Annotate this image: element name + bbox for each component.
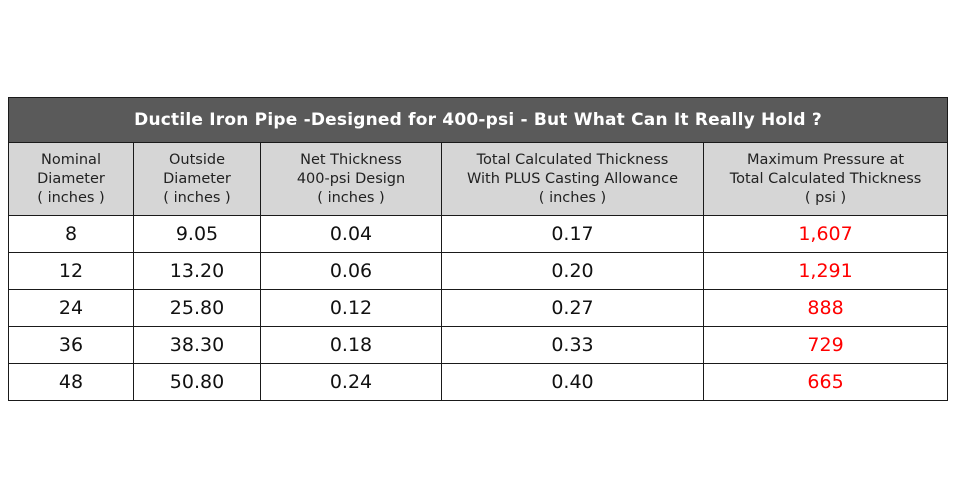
cell-net-thickness: 0.12 <box>261 290 442 327</box>
cell-nominal-diameter: 12 <box>9 253 134 290</box>
cell-nominal-diameter: 8 <box>9 216 134 253</box>
cell-maximum-pressure: 665 <box>704 364 948 401</box>
cell-net-thickness: 0.24 <box>261 364 442 401</box>
header-total-thickness <box>442 143 704 216</box>
cell-nominal-diameter: 24 <box>9 290 134 327</box>
header-line: With PLUS Casting Allowance <box>466 170 678 187</box>
cell-total-thickness: 0.33 <box>442 327 704 364</box>
cell-net-thickness: 0.18 <box>261 327 442 364</box>
cell-outside-diameter: 50.80 <box>134 364 261 401</box>
cell-outside-diameter: 13.20 <box>134 253 261 290</box>
table-row <box>9 216 948 253</box>
cell-nominal-diameter: 48 <box>9 364 134 401</box>
table-row <box>9 364 948 401</box>
header-line: Total Calculated Thickness <box>476 151 669 168</box>
table-title: Ductile Iron Pipe -Designed for 400-psi - But What Can It Really Hold ? <box>9 98 948 143</box>
header-line: ( inches ) <box>538 189 607 206</box>
table-row <box>9 253 948 290</box>
header-line: Diameter <box>163 170 231 187</box>
header-net-thickness <box>261 143 442 216</box>
cell-maximum-pressure: 1,291 <box>704 253 948 290</box>
header-nominal-diameter <box>9 143 134 216</box>
cell-maximum-pressure: 888 <box>704 290 948 327</box>
header-row <box>9 143 948 216</box>
pipe-pressure-table <box>8 97 948 401</box>
table-row <box>9 327 948 364</box>
header-line: ( psi ) <box>804 189 847 206</box>
header-line: ( inches ) <box>37 189 105 206</box>
cell-maximum-pressure: 1,607 <box>704 216 948 253</box>
cell-outside-diameter: 25.80 <box>134 290 261 327</box>
header-line: Nominal <box>41 151 101 168</box>
title-row <box>9 98 948 143</box>
cell-outside-diameter: 38.30 <box>134 327 261 364</box>
table-row <box>9 290 948 327</box>
cell-maximum-pressure: 729 <box>704 327 948 364</box>
cell-net-thickness: 0.04 <box>261 216 442 253</box>
cell-total-thickness: 0.27 <box>442 290 704 327</box>
header-maximum-pressure <box>704 143 948 216</box>
header-line: Total Calculated Thickness <box>729 170 922 187</box>
header-outside-diameter <box>134 143 261 216</box>
header-line: Diameter <box>37 170 105 187</box>
cell-net-thickness: 0.06 <box>261 253 442 290</box>
header-line: Outside <box>169 151 225 168</box>
header-line: Net Thickness <box>300 151 402 168</box>
cell-nominal-diameter: 36 <box>9 327 134 364</box>
header-line: ( inches ) <box>163 189 231 206</box>
header-line: 400-psi Design <box>296 170 406 187</box>
header-line: Maximum Pressure at <box>746 151 905 168</box>
cell-total-thickness: 0.20 <box>442 253 704 290</box>
header-line: ( inches ) <box>317 189 385 206</box>
cell-total-thickness: 0.17 <box>442 216 704 253</box>
cell-total-thickness: 0.40 <box>442 364 704 401</box>
cell-outside-diameter: 9.05 <box>134 216 261 253</box>
